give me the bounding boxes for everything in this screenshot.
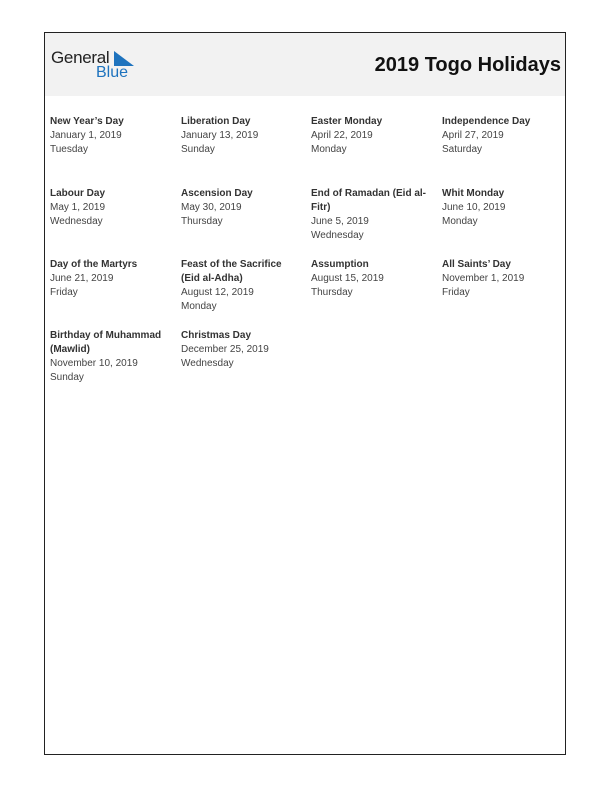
- holiday-date: August 15, 2019: [311, 273, 384, 284]
- holiday-weekday: Wednesday: [50, 216, 103, 227]
- holiday-weekday: Monday: [442, 216, 478, 227]
- holiday-date: May 1, 2019: [50, 202, 106, 213]
- holiday-item: [181, 258, 301, 314]
- holiday-date: June 5, 2019: [311, 216, 369, 227]
- header-band: [45, 33, 565, 96]
- holiday-name: Whit Monday: [442, 188, 505, 199]
- holiday-item: [442, 187, 562, 229]
- holiday-date: June 21, 2019: [50, 273, 114, 284]
- holiday-date: November 1, 2019: [442, 273, 525, 284]
- logo-word-general: General: [51, 48, 110, 67]
- holiday-date: June 10, 2019: [442, 202, 506, 213]
- page-title: 2019 Togo Holidays: [374, 54, 561, 76]
- page-frame: [44, 32, 566, 755]
- holiday-name: New Year’s Day: [50, 116, 124, 127]
- holiday-name: Ascension Day: [181, 188, 253, 199]
- holiday-name: Christmas Day: [181, 330, 252, 341]
- holiday-date: January 1, 2019: [50, 130, 122, 141]
- holiday-item: [50, 329, 170, 385]
- holiday-item: [311, 187, 431, 243]
- holiday-weekday: Friday: [442, 287, 470, 298]
- holiday-name: Easter Monday: [311, 116, 383, 127]
- holiday-weekday: Thursday: [311, 287, 353, 298]
- holiday-date: December 25, 2019: [181, 344, 269, 355]
- holiday-item: [181, 115, 301, 157]
- holiday-date: April 27, 2019: [442, 130, 504, 141]
- holiday-item: [181, 187, 301, 229]
- holiday-item: [442, 115, 562, 157]
- holiday-weekday: Thursday: [181, 216, 223, 227]
- holiday-name: Independence Day: [442, 116, 531, 127]
- holiday-name: All Saints’ Day: [442, 259, 511, 270]
- holiday-weekday: Saturday: [442, 144, 483, 155]
- holiday-weekday: Friday: [50, 287, 78, 298]
- holiday-item: [311, 115, 431, 157]
- holiday-item: [50, 187, 170, 229]
- holiday-weekday: Wednesday: [181, 358, 234, 369]
- holiday-name: End of Ramadan (Eid al-Fitr): [311, 188, 427, 213]
- holiday-name: Liberation Day: [181, 116, 251, 127]
- logo: [51, 48, 151, 82]
- holiday-name: Assumption: [311, 259, 369, 270]
- holiday-date: May 30, 2019: [181, 202, 242, 213]
- holiday-name: Feast of the Sacrifice (Eid al-Adha): [181, 259, 282, 284]
- holiday-weekday: Monday: [181, 301, 217, 312]
- holiday-weekday: Tuesday: [50, 144, 88, 155]
- holiday-weekday: Wednesday: [311, 230, 364, 241]
- holiday-item: [50, 258, 170, 300]
- holiday-name: Birthday of Muhammad (Mawlid): [50, 330, 162, 355]
- holiday-item: [181, 329, 301, 371]
- holiday-date: January 13, 2019: [181, 130, 259, 141]
- holiday-name: Labour Day: [50, 188, 106, 199]
- holiday-weekday: Sunday: [181, 144, 215, 155]
- holiday-date: August 12, 2019: [181, 287, 254, 298]
- holiday-date: April 22, 2019: [311, 130, 373, 141]
- holiday-name: Day of the Martyrs: [50, 259, 138, 270]
- holiday-weekday: Sunday: [50, 372, 84, 383]
- holiday-date: November 10, 2019: [50, 358, 138, 369]
- holiday-weekday: Monday: [311, 144, 347, 155]
- holiday-item: [50, 115, 170, 157]
- holiday-item: [311, 258, 431, 300]
- logo-word-blue: Blue: [96, 64, 129, 81]
- holiday-item: [442, 258, 562, 300]
